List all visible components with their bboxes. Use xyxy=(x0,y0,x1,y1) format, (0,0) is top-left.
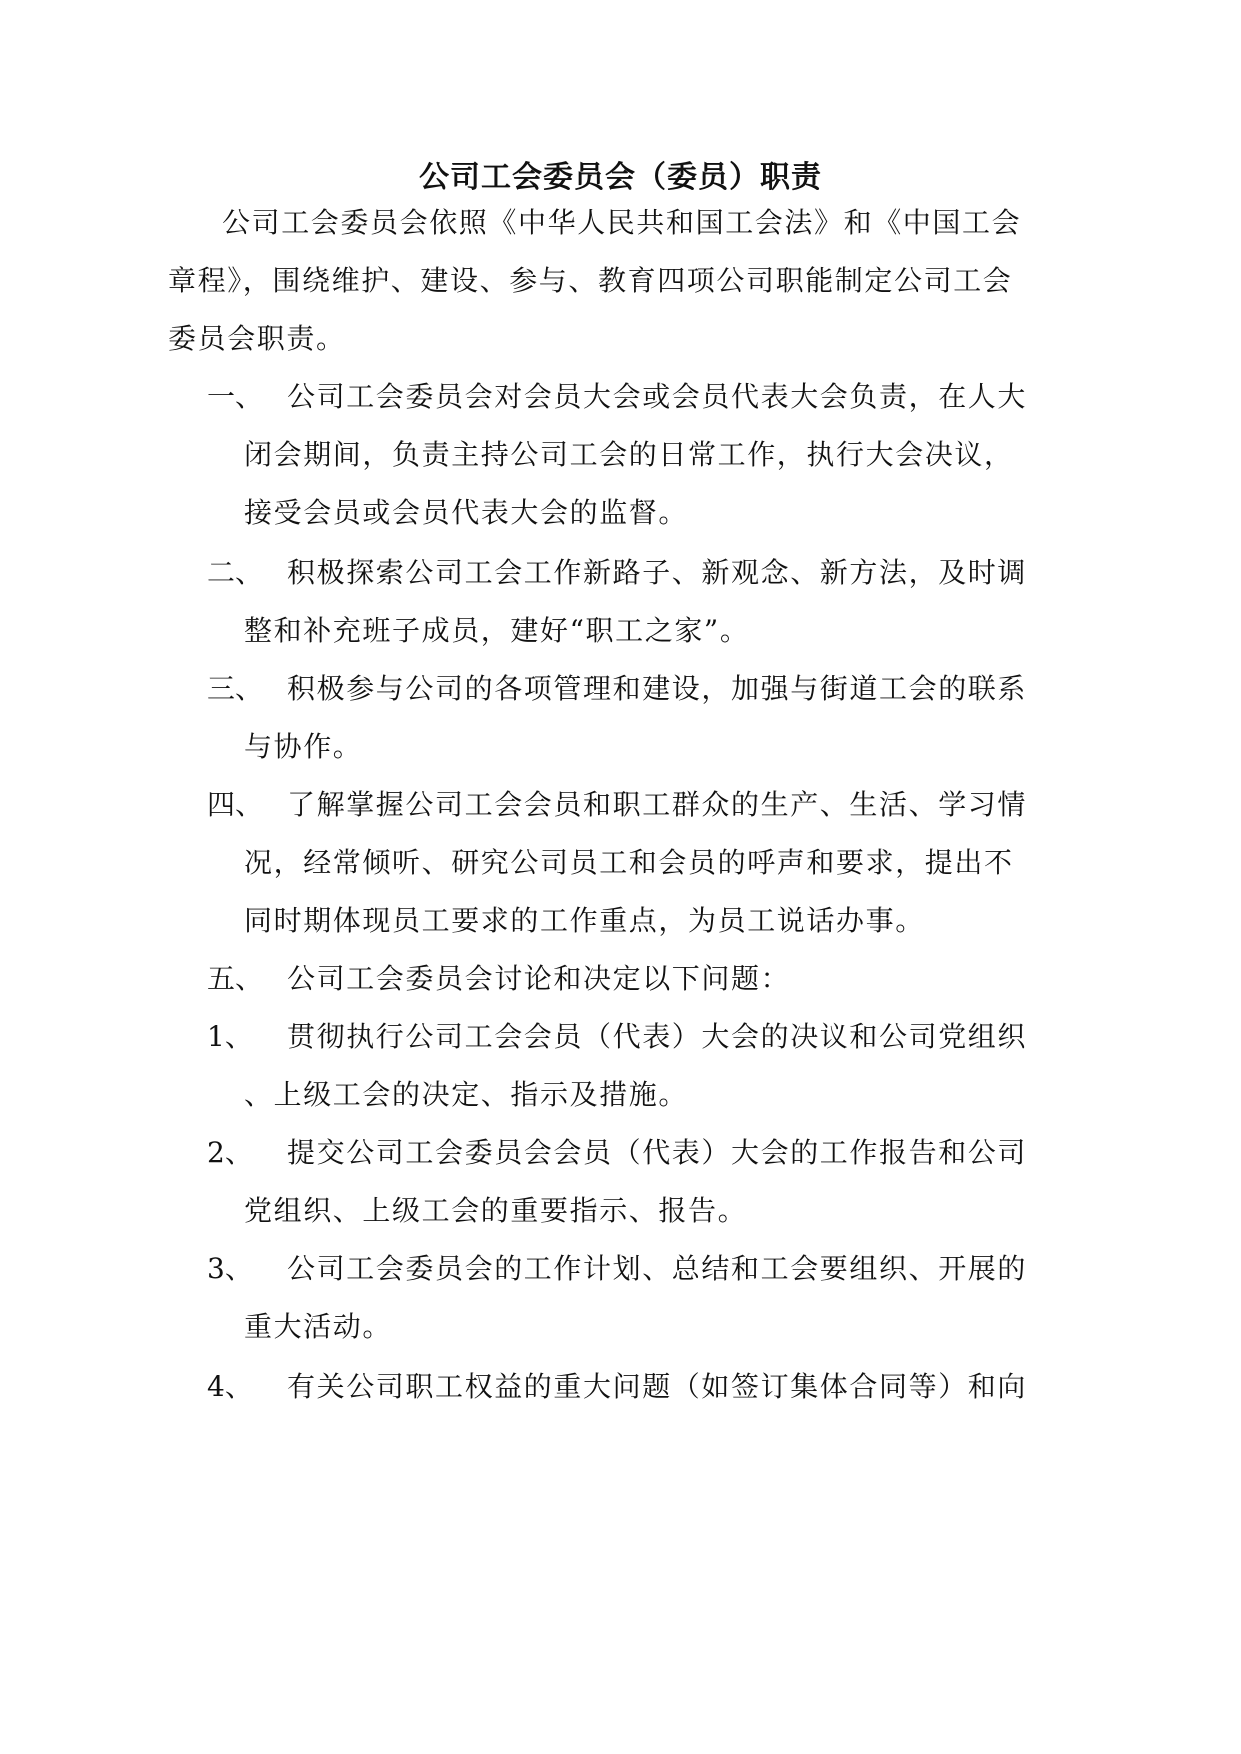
item-line: 闭会期间，负责主持公司工会的日常工作，执行大会决议， xyxy=(244,438,1014,471)
item-marker: 3、 xyxy=(207,1252,253,1285)
item-marker: 一、 xyxy=(207,380,264,413)
item-line: 有关公司职工权益的重大问题（如签订集体合同等）和向 xyxy=(287,1370,1028,1403)
item-marker: 1、 xyxy=(207,1020,253,1053)
item-line: 党组织、上级工会的重要指示、报告。 xyxy=(244,1194,748,1227)
item-marker: 2、 xyxy=(207,1136,253,1169)
item-marker: 五、 xyxy=(207,962,264,995)
item-line: 积极参与公司的各项管理和建设，加强与街道工会的联系 xyxy=(287,672,1028,705)
item-marker: 4、 xyxy=(207,1370,253,1403)
item-line: 公司工会委员会讨论和决定以下问题： xyxy=(287,962,791,995)
page-title: 公司工会委员会（委员）职责 xyxy=(419,160,822,195)
item-line: 同时期体现员工要求的工作重点，为员工说话办事。 xyxy=(244,904,925,937)
item-line: 整和补充班子成员，建好“职工之家”。 xyxy=(244,614,750,647)
item-line: 公司工会委员会的工作计划、总结和工会要组织、开展的 xyxy=(287,1252,1028,1285)
item-line: 提交公司工会委员会会员（代表）大会的工作报告和公司 xyxy=(287,1136,1028,1169)
item-line: 积极探索公司工会工作新路子、新观念、新方法，及时调 xyxy=(287,556,1028,589)
item-marker: 二、 xyxy=(207,556,264,589)
item-line: 公司工会委员会对会员大会或会员代表大会负责，在人大 xyxy=(287,380,1028,413)
item-line: 接受会员或会员代表大会的监督。 xyxy=(244,496,689,529)
intro-line: 公司工会委员会依照《中华人民共和国工会法》和《中国工会 xyxy=(222,206,1022,239)
item-marker: 三、 xyxy=(207,672,264,705)
item-line: 重大活动。 xyxy=(244,1310,393,1343)
item-line: 、上级工会的决定、指示及措施。 xyxy=(244,1078,689,1111)
item-line: 了解掌握公司工会会员和职工群众的生产、生活、学习情 xyxy=(287,788,1028,821)
intro-line: 章程》，围绕维护、建设、参与、教育四项公司职能制定公司工会 xyxy=(168,264,1013,297)
item-line: 贯彻执行公司工会会员（代表）大会的决议和公司党组织 xyxy=(287,1020,1028,1053)
item-line: 况，经常倾听、研究公司员工和会员的呼声和要求，提出不 xyxy=(244,846,1014,879)
item-marker: 四、 xyxy=(207,788,264,821)
intro-line: 委员会职责。 xyxy=(168,322,346,355)
item-line: 与协作。 xyxy=(244,730,363,763)
